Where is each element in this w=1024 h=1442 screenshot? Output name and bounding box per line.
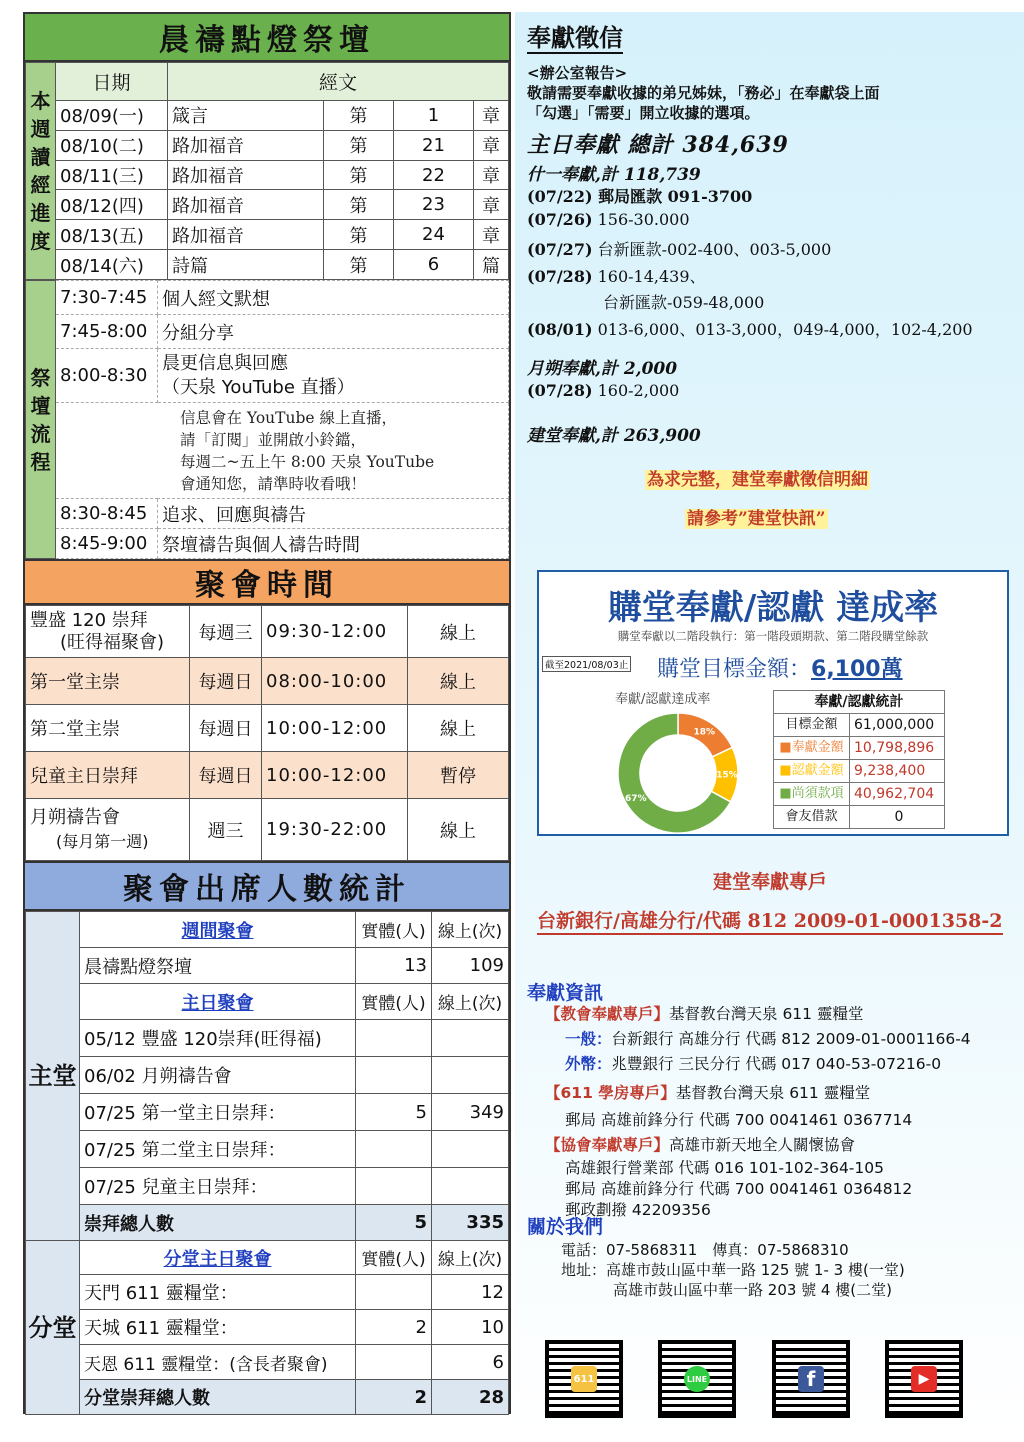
meeting-name-sub: (每月第一週) [56,831,149,851]
contact-block [561,1240,905,1300]
reading-di: 第 [324,250,394,280]
meeting-name [26,606,190,658]
offering-report-title: 奉獻徵信 [527,23,623,52]
building-account-title-text: 建堂奉獻專戶 [713,871,828,893]
stats-row [773,806,945,829]
attendance-online [432,1020,509,1057]
offering-detail: 160-14,439、 [597,267,706,286]
reading-unit: 篇 [474,250,509,280]
table-row [26,1310,509,1345]
meeting-mode: 暫停 [408,752,509,799]
attendance-label: 晨禱點燈祭壇 [80,948,356,984]
contact-address: 地址：高雄市鼓山區中華一路 125 號 1- 3 樓(一堂) [561,1261,905,1279]
info-text: 台新銀行 高雄分行 代碼 812 2009-01-0001166-4 [611,1030,971,1048]
target-label: 購堂目標金額： [657,657,812,682]
attendance-label: 05/12 豐盛 120崇拜(旺得福) [80,1020,356,1057]
attendance-label: 07/25 第二堂主日崇拜： [80,1131,356,1168]
reading-chapter: 22 [394,160,474,190]
reading-book: 路加福音 [168,220,324,250]
target-value: 6,100萬 [811,657,903,682]
as-of-date: 截至2021/08/03止 [542,656,631,672]
altar-time: 8:30-8:45 [56,499,158,529]
reading-unit: 章 [474,130,509,160]
attendance-physical [356,1131,432,1168]
table-row [26,190,509,220]
offering-detail: 郵局匯款 091-3700 [598,187,753,206]
note-line: 會通知您，請準時收看哦！ [180,474,367,493]
attendance-label: 07/25 兒童主日崇拜： [80,1168,356,1205]
reading-book: 詩篇 [168,250,324,280]
altar-item: 個人經文默想 [158,281,509,315]
meeting-mode: 線上 [408,658,509,705]
fund-stats-table [773,690,945,829]
right-column [515,12,1024,1432]
attendance-online: 349 [432,1094,509,1131]
meeting-day: 週三 [190,799,262,861]
reading-book: 路加福音 [168,160,324,190]
stats-row [773,760,945,783]
attendance-online: 6 [432,1345,509,1380]
contact-address: 高雄市鼓山區中華一路 203 號 4 樓(二堂) [613,1281,892,1299]
offering-detail: 160-2,000 [597,381,680,400]
offering-date: (07/28) [527,267,593,286]
meeting-name-line: 豐盛 120 崇拜 [30,609,148,631]
attendance-physical: 2 [356,1310,432,1345]
total-online: 28 [432,1380,509,1415]
reading-di: 第 [324,101,394,131]
branch-side-label: 分堂 [26,1241,80,1415]
website-qr-code[interactable] [545,1340,623,1418]
note-line: 請「訂閱」並開啟小鈴鐺， [180,430,367,449]
info-line: 郵政劃撥 42209356 [565,1201,711,1219]
table-row [26,948,509,984]
meeting-day: 每週日 [190,705,262,752]
reading-di: 第 [324,190,394,220]
building-offering-total: 建堂奉獻,計 263,900 [527,426,701,446]
offering-date: (07/27) [527,240,593,259]
attendance-physical: 5 [356,1094,432,1131]
building-account-title [713,867,827,894]
meeting-time: 19:30-22:00 [262,799,408,861]
info-line [545,1002,971,1027]
table-row [26,1131,509,1168]
table-row [26,752,509,799]
reading-date: 08/14(六) [56,250,168,280]
donut-chart [613,708,743,838]
reading-unit: 章 [474,101,509,131]
altar-time: 7:45-8:00 [56,315,158,349]
meeting-mode: 線上 [408,705,509,752]
col-physical: 實體(人) [356,912,432,948]
attendance-physical: 13 [356,948,432,984]
about-us-title: 關於我們 [527,1216,604,1238]
banner-morning-prayer: 晨禱點燈祭壇 [25,14,509,62]
attendance-online [432,1131,509,1168]
reading-date: 08/10(二) [56,130,168,160]
info-line [545,1052,971,1077]
attendance-physical [356,1345,432,1380]
altar-time: 7:30-7:45 [56,281,158,315]
attendance-physical [356,1057,432,1094]
attendance-online: 10 [432,1310,509,1345]
facebook-icon: f [798,1366,824,1392]
weekday-meetings-title: 週間聚會 [80,912,356,948]
attendance-label: 07/25 第一堂主日崇拜： [80,1094,356,1131]
offering-detail: 台新匯款-002-400、003-5,000 [597,240,832,259]
tithe-total: 什一奉獻,計 118,739 [527,165,701,185]
note-line: 信息會在 YouTube 線上直播， [180,408,397,427]
line-icon: LINE [684,1366,710,1392]
reading-date: 08/13(五) [56,220,168,250]
building-fund-infographic [537,570,1009,836]
info-text: 高雄市新天地全人關懷協會 [669,1136,856,1154]
reading-chapter: 6 [394,250,474,280]
meeting-time: 08:00-10:00 [262,658,408,705]
altar-item-line: 晨更信息與回應 [162,352,288,374]
reading-di: 第 [324,130,394,160]
note-text: 為求完整，建堂奉獻徵信明細 [647,470,868,490]
meeting-name: 第一堂主崇 [26,658,190,705]
offering-row [527,237,831,260]
header-date: 日期 [56,63,168,101]
offering-date: (07/28) [527,381,593,400]
table-row [26,606,509,658]
reading-di: 第 [324,160,394,190]
attendance-online [432,1057,509,1094]
altar-side-label: 祭壇流程 [26,281,56,559]
note-line: 每週二~五上午 8:00 天泉 YouTube [180,452,435,471]
meeting-day: 每週日 [190,752,262,799]
reading-di: 第 [324,220,394,250]
weekly-reading-side-label: 本週讀經進度 [26,63,56,280]
table-row [26,130,509,160]
reading-unit: 章 [474,190,509,220]
note-text: 請參考”建堂快訊” [687,509,826,529]
altar-time: 8:45-9:00 [56,529,158,559]
sunday-offering-total: 主日奉獻 總計 384,639 [527,132,789,158]
altar-item: 追求、回應與禱告 [158,499,509,529]
line-qr-code[interactable] [658,1340,736,1418]
attendance-physical [356,1168,432,1205]
meeting-times-table [25,605,509,861]
stats-label: ■奉獻金額 [774,737,850,759]
weekly-reading-table [25,62,509,280]
offering-info-block [545,1002,971,1221]
church-logo-icon: 611 [571,1366,597,1392]
stats-value: 9,238,400 [854,763,926,779]
stats-value: 0 [894,809,904,825]
branch-total-row [26,1380,509,1415]
sunday-meetings-title: 主日聚會 [80,984,356,1020]
offering-row [527,264,706,287]
meeting-day: 每週三 [190,606,262,658]
table-row [26,1275,509,1310]
info-account-tag: 【教會奉獻專戶】 [545,1005,670,1023]
youtube-note [56,403,509,499]
info-line [545,1027,971,1052]
stats-label: 目標金額 [774,714,850,736]
offering-row [527,184,752,207]
attendance-physical [356,1020,432,1057]
meeting-name-line: 月朔禱告會 [30,806,120,828]
altar-item-line: （天泉 YouTube 直播） [162,376,355,398]
reading-book: 箴言 [168,101,324,131]
meeting-name-sub: (旺得福聚會) [60,631,165,653]
office-report-label: <辦公室報告> [527,64,628,82]
offering-detail: 156-30.000 [597,210,690,229]
table-row [26,1094,509,1131]
attendance-label: 06/02 月朔禱告會 [80,1057,356,1094]
attendance-online: 12 [432,1275,509,1310]
table-row [26,705,509,752]
altar-item: 祭壇禱告與個人禱告時間 [158,529,509,559]
stats-label: 會友借款 [774,806,850,828]
building-account-number: 台新銀行/高雄分行/代碼 812 2009-01-0001358-2 [537,909,1003,935]
youtube-qr-code[interactable] [885,1340,963,1418]
offering-row [527,210,690,229]
attendance-online: 109 [432,948,509,984]
youtube-icon: ▶ [911,1366,937,1392]
offering-info-title: 奉獻資訊 [527,982,604,1004]
banner-attendance: 聚會出席人數統計 [25,861,509,911]
offering-date: (07/22) [527,187,593,206]
stats-row [773,714,945,737]
col-physical: 實體(人) [356,1241,432,1275]
altar-time: 8:00-8:30 [56,349,158,403]
info-account-tag: 【協會奉獻專戶】 [545,1136,670,1154]
reading-chapter: 24 [394,220,474,250]
monthly-offering-total: 月朔奉獻,計 2,000 [527,359,678,379]
header-scripture: 經文 [168,63,509,101]
altar-item: 分組分享 [158,315,509,349]
sunday-total-row [26,1205,509,1241]
meeting-name: 兒童主日崇拜 [26,752,190,799]
info-line [545,1081,971,1106]
offering-detail: 台新匯款-059-48,000 [603,293,765,312]
building-note-line2 [685,504,828,529]
info-label: 一般： [565,1030,612,1048]
facebook-qr-code[interactable] [772,1340,850,1418]
meeting-day: 每週日 [190,658,262,705]
reading-chapter: 21 [394,130,474,160]
meeting-name: 第二堂主崇 [26,705,190,752]
attendance-physical [356,1275,432,1310]
table-row [26,658,509,705]
reading-unit: 章 [474,220,509,250]
offering-detail: 013-6,000、013-3,000，049-4,000，102-4,200 [597,320,973,339]
office-report-line: 敬請需要奉獻收據的弟兄姊妹，「務必」在奉獻袋上面 [527,84,880,102]
stats-label: ■認獻金額 [774,760,850,782]
target-amount [657,652,903,683]
stats-row [773,783,945,806]
meeting-time: 10:00-12:00 [262,752,408,799]
attendance-label: 天城 611 靈糧堂： [80,1310,356,1345]
stats-title: 奉獻/認獻統計 [773,690,945,714]
info-line: 郵局 高雄前鋒分行 代碼 700 0041461 0364812 [565,1180,913,1198]
donut-label-2: 15% [716,770,738,781]
info-line: 郵局 高雄前鋒分行 代碼 700 0041461 0367714 [565,1111,913,1129]
info-line: 高雄銀行營業部 代碼 016 101-102-364-105 [565,1159,884,1177]
reading-date: 08/12(四) [56,190,168,220]
reading-book: 路加福音 [168,190,324,220]
stats-row [773,737,945,760]
donut-label-3: 67% [625,793,647,804]
table-row [26,1057,509,1094]
left-column [23,12,511,1414]
meeting-mode: 線上 [408,606,509,658]
attendance-online [432,1168,509,1205]
offering-date: (07/26) [527,210,593,229]
col-online: 線上(次) [432,1241,509,1275]
reading-date: 08/11(三) [56,160,168,190]
total-label: 崇拜總人數 [80,1205,356,1241]
attendance-label: 天恩 611 靈糧堂：(含長者聚會) [80,1345,356,1380]
reading-chapter: 1 [394,101,474,131]
info-line [545,1133,971,1158]
stats-value: 10,798,896 [854,740,935,756]
reading-unit: 章 [474,160,509,190]
infographic-subtitle: 購堂奉獻以二階段執行：第一階段頭期款、第二階段購堂餘款 [617,629,929,643]
contact-phone: 電話：07-5868311 傳真：07-5868310 [561,1241,849,1259]
col-physical: 實體(人) [356,984,432,1020]
office-report-line: 「勾選」「需要」開立收據的選項。 [527,104,760,122]
table-row [26,250,509,280]
stats-value: 40,962,704 [854,786,935,802]
total-online: 335 [432,1205,509,1241]
altar-item [158,349,509,403]
info-text: 兆豐銀行 三民分行 代碼 017 040-53-07216-0 [611,1055,942,1073]
offering-row [527,381,679,400]
main-hall-side-label: 主堂 [26,912,80,1241]
donut-title: 奉獻/認獻達成率 [615,692,711,707]
stats-value: 61,000,000 [854,717,935,733]
info-text: 基督教台灣天泉 611 靈糧堂 [675,1084,871,1102]
branch-meetings-title: 分堂主日聚會 [80,1241,356,1275]
table-row [26,160,509,190]
offering-date: (08/01) [527,320,593,339]
meeting-time: 10:00-12:00 [262,705,408,752]
total-label: 分堂崇拜總人數 [80,1380,356,1415]
building-note-line1 [645,465,870,490]
banner-meeting-times: 聚會時間 [25,559,509,605]
donut-label-1: 18% [693,727,716,738]
table-row [26,1345,509,1380]
info-account-tag: 【611 學房專戶】 [545,1084,676,1102]
meeting-mode: 線上 [408,799,509,861]
total-physical: 5 [356,1205,432,1241]
stats-label: ■尚須款項 [774,783,850,805]
col-online: 線上(次) [432,984,509,1020]
attendance-label: 天門 611 靈糧堂： [80,1275,356,1310]
total-physical: 2 [356,1380,432,1415]
reading-chapter: 23 [394,190,474,220]
table-row [26,220,509,250]
reading-date: 08/09(一) [56,101,168,131]
offering-row [527,317,973,340]
table-row [26,799,509,861]
meeting-name [26,799,190,861]
table-row [26,1168,509,1205]
reading-book: 路加福音 [168,130,324,160]
col-online: 線上(次) [432,912,509,948]
meeting-time: 09:30-12:00 [262,606,408,658]
infographic-title: 購堂奉獻/認獻 達成率 [607,588,939,628]
attendance-table [25,911,509,1415]
info-text: 基督教台灣天泉 611 靈糧堂 [669,1005,864,1023]
altar-flow-table [25,280,509,559]
table-row [26,101,509,131]
info-label: 外幣： [565,1055,612,1073]
table-row [26,1020,509,1057]
